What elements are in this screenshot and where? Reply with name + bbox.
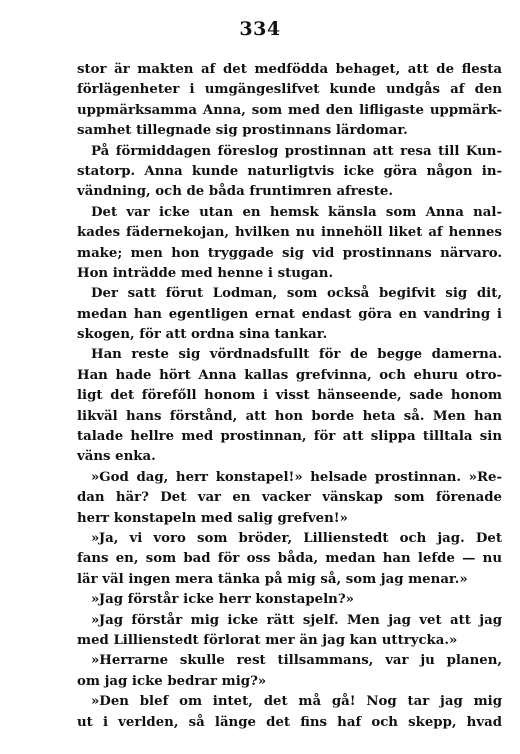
text-line: Der satt förut Lodman, som också begifvit sig dit, [91,286,502,302]
text-line: Han hade hört Anna kallas grefvinna, och ehuru otro- [77,367,502,383]
text-line: fans en, som bad för oss båda, medan han lefde — nu [77,551,502,567]
text-line: lär väl ingen mera tänka på mig så, som jag menar.» [77,571,468,587]
text-line: »Den blef om intet, det må gå! Nog tar jag mig [91,694,502,710]
text-line: uppmärksamma Anna, som med den lifligaste uppmärk- [77,102,502,118]
text-line: make; men hon tryggade sig vid prostinnans närvaro. [77,245,502,261]
text-line: Han reste sig vördnadsfullt för de begge damerna. [91,347,502,363]
text-line: stor är makten af det medfödda behaget, att de flesta [77,62,502,77]
body-text [77,60,502,733]
text-line: talade hellre med prostinnan, för att slippa tilltala sin [77,429,502,445]
text-line: väns enka. [77,449,156,465]
text-line: Det var icke utan en hemsk känsla som Anna nal- [91,204,502,220]
text-line: »Ja, vi voro som bröder, Lillienstedt och jag. Det [91,530,502,546]
text-line: dan här? Det var en vacker vänskap som förenade [77,490,502,506]
text-line: »Herrarne skulle rest tillsammans, var ju planen, [91,653,502,669]
text-line: vändning, och de båda fruntimren afreste. [77,184,393,200]
text-line: medan han egentligen ernat endast göra en vandring i [77,306,502,322]
text-line: Hon inträdde med henne i stugan. [77,265,334,281]
text-line: ligt det förefőll honom i visst hänseende, sade honom [77,388,502,404]
text-line: »God dag, herr konstapel!» helsade prostinnan. »Re- [91,469,502,485]
text-line: förlägenheter i umgängeslifvet kunde undgås af den [77,82,502,98]
text-line: ut i verlden, så länge det fins haf och skepp, hvad [77,714,502,730]
text-line: statorp. Anna kunde naturligtvis icke göra någon in- [77,163,502,179]
text-line: om jag icke bedrar mig?» [77,673,267,689]
text-line: med Lillienstedt förlorat mer än jag kan uttrycka.» [77,632,458,648]
text-line: samhet tillegnade sig prostinnans lärdomar. [77,123,408,139]
text-line: »Jag förstår mig icke rätt sjelf. Men jag vet att jag [91,612,502,628]
text-line: kades fädernekojan, hvilken nu innehöll liket af hennes [77,225,502,241]
text-line: likväl hans förstånd, att hon borde heta så. Men han [77,408,502,424]
text-line: »Jag förstår icke herr konstapeln?» [91,592,354,608]
text-line: skogen, för att ordna sina tankar. [77,327,328,343]
page-number: 334 [239,18,281,40]
text-line: På förmiddagen föreslog prostinnan att resa till Kun- [91,143,502,159]
text-line: herr konstapeln med salig grefven!» [77,510,348,526]
